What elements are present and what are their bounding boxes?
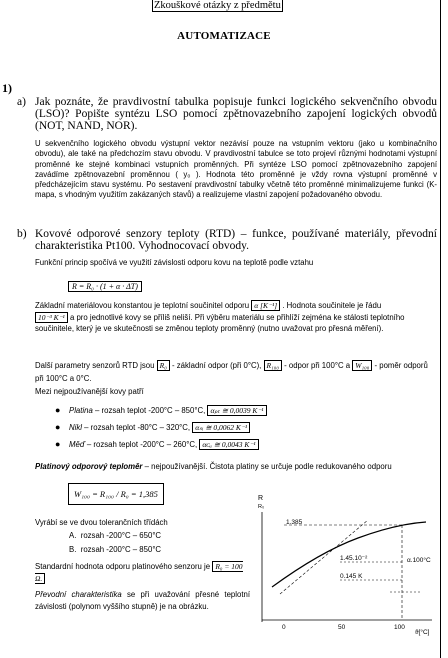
alpha-unit-box: α [K⁻¹] bbox=[251, 300, 280, 311]
xtick-0: 0 bbox=[282, 624, 286, 631]
p2-text: Základní materiálovou konstantou je teplotní součinitel odporu bbox=[35, 301, 250, 310]
bullet-icon: ● bbox=[55, 439, 61, 449]
class-letter: A. bbox=[69, 531, 77, 540]
annotation-slope: 1.45.10⁻² bbox=[340, 555, 368, 562]
p3-text: a pro jednotlivé kovy se příliš neliší. Při výběru materiálu se přihlíží zejména ke stálosti teplotního součinitele, který je ve skutečnosti se změnou teploty proměnný (nutno uvažovat pro přesná měření). bbox=[35, 312, 405, 333]
metal-range: – rozsah teplot -200°C – 850°C, bbox=[92, 406, 206, 415]
characteristic-paragraph bbox=[35, 589, 250, 612]
annotation-alpha: 0.145 K bbox=[340, 573, 363, 580]
metal-range: – rozsah teplot -200°C – 260°C, bbox=[84, 440, 198, 449]
xtick-50: 50 bbox=[338, 624, 346, 631]
p4-text-b: - základní odpor (při 0°C), bbox=[172, 361, 262, 370]
list-item bbox=[55, 438, 439, 455]
metal-alpha-box: αₚₜ ≅ 0,0039 K⁻¹ bbox=[207, 405, 266, 416]
part-b-question: Kovové odporové senzory teploty (RTD) – funkce, používané materiály, převodní charakteristika Pt100. Vyhodnocovací obvody. bbox=[35, 228, 437, 252]
formula-w100 bbox=[68, 483, 164, 505]
characteristic-text: se při uvažování přesné teplotní závislosti (polynom vyššího stupně) je na obrázku. bbox=[35, 590, 250, 611]
class-b bbox=[69, 545, 161, 556]
metal-name: Platina bbox=[69, 406, 93, 415]
pt100-characteristic-chart bbox=[250, 492, 440, 652]
rtd-params-paragraph bbox=[35, 359, 437, 385]
ytick-1385: 1.385 bbox=[286, 519, 303, 526]
part-a-question: Jak poznáte, že pravdivostní tabulka popisuje funkci logického sekvenčního obvodu (LSO)? Popište syntézu LSO pomocí zpětnovazebního zapojení logických obvodů (NOT, NAND, NOR). bbox=[35, 96, 437, 132]
page-edge-line bbox=[440, 0, 441, 658]
metal-alpha-box: αₙᵢ ≅ 0,0062 K⁻¹ bbox=[192, 422, 250, 433]
chart-xlabel: ϑ[°C] bbox=[415, 629, 430, 636]
part-a-answer: U sekvenčního logického obvodu výstupní vektor nezávisí pouze na vstupním vektoru (jako u kombinačního obvodu), ale také na předchozím stavu obvodu. V pravdivostní tabulce se toto projeví různými hodnotami výstupní proměnné ke stejné kombinaci vstupních proměnných. Při syntéze LSO pomocí zpětnovazebního zapojení zavádíme zpětnovazební proměnnou ( y₀ ). Hodnota této proměnné je vždy rovna výstupní proměnné v předcházejícím stavu systému. Po sestavení pravdivostní tabulky včetně této proměnné minimalizujeme funkci (K-mapa, s vhodným využitím zakázaných stavů) a realizujeme vlastní zapojení požadovaného obvodu. bbox=[35, 139, 437, 200]
classes-intro: Vyrábí se ve dvou tolerančních třídách bbox=[35, 518, 168, 527]
p2-text-post: . Hodnota součinitele je řádu bbox=[282, 301, 382, 310]
material-constant-paragraph bbox=[35, 300, 440, 335]
list-item bbox=[55, 404, 439, 421]
w100-box: W₁₀₀ bbox=[352, 360, 372, 371]
metals-intro: Mezi nejpoužívanější kovy patří bbox=[35, 387, 144, 396]
metal-name: Měď bbox=[69, 440, 85, 449]
platinum-paragraph bbox=[35, 462, 440, 473]
class-a bbox=[69, 531, 161, 542]
header-box bbox=[152, 0, 283, 12]
principle-text: Funkční princip spočívá ve využití závislosti odporu kovu na teplotě podle vztahu bbox=[35, 258, 314, 267]
formula-rtd-text: R = R₀ · (1 + α · ΔT) bbox=[68, 281, 142, 292]
metals-list bbox=[55, 404, 439, 455]
bullet-icon: ● bbox=[55, 422, 61, 432]
alpha-order-box: 10⁻³ K⁻¹ bbox=[35, 312, 68, 323]
metal-name: Nikl bbox=[69, 423, 82, 432]
chart-ylabel-r0: R₀ bbox=[258, 504, 265, 510]
standard-value-paragraph bbox=[35, 561, 250, 585]
p4-text-c: - odpor při 100°C a bbox=[284, 361, 351, 370]
p4-text-d: - poměr odporů při 100°C a 0°C. bbox=[35, 361, 428, 383]
r0-box: R₀ bbox=[157, 360, 170, 371]
r0-value-box: R₀ = 100 Ω. bbox=[35, 562, 243, 583]
r100-box: R₁₀₀ bbox=[264, 360, 282, 371]
part-a-letter: a) bbox=[17, 96, 26, 108]
chart-ylabel-r: R bbox=[258, 495, 264, 502]
list-item bbox=[55, 421, 439, 438]
question-number: 1) bbox=[2, 81, 12, 95]
class-letter: B. bbox=[69, 545, 77, 554]
xtick-100: 100 bbox=[394, 624, 405, 631]
metal-alpha-box: αᴄᵤ ≅ 0,0043 K⁻¹ bbox=[199, 439, 258, 450]
formula-w100-text: W₁₀₀ = R₁₀₀ / R₀ = 1,385 bbox=[68, 483, 164, 505]
class-text: rozsah -200°C – 650°C bbox=[80, 531, 162, 540]
formula-rtd bbox=[68, 276, 142, 294]
platinum-heading: Platinový odporový teploměr bbox=[35, 462, 143, 471]
page-title: AUTOMATIZACE bbox=[177, 30, 271, 42]
platinum-text: – nejpoužívanější. Čistota platiny se určuje podle redukovaného odporu bbox=[142, 462, 392, 471]
metal-range: – rozsah teplot -80°C – 320°C, bbox=[82, 423, 191, 432]
std-text: Standardní hodnota odporu platinového senzoru je bbox=[35, 562, 211, 571]
characteristic-label: Převodní charakteristika bbox=[35, 590, 122, 599]
annotation-alpha100: α.100°C bbox=[407, 557, 431, 564]
header-box-text: Zkouškové otázky z předmětu bbox=[154, 0, 281, 11]
part-b-letter: b) bbox=[17, 228, 27, 240]
p4-text-a: Další parametry senzorů RTD jsou bbox=[35, 361, 155, 370]
bullet-icon: ● bbox=[55, 405, 61, 415]
class-text: rozsah -200°C – 850°C bbox=[80, 545, 162, 554]
